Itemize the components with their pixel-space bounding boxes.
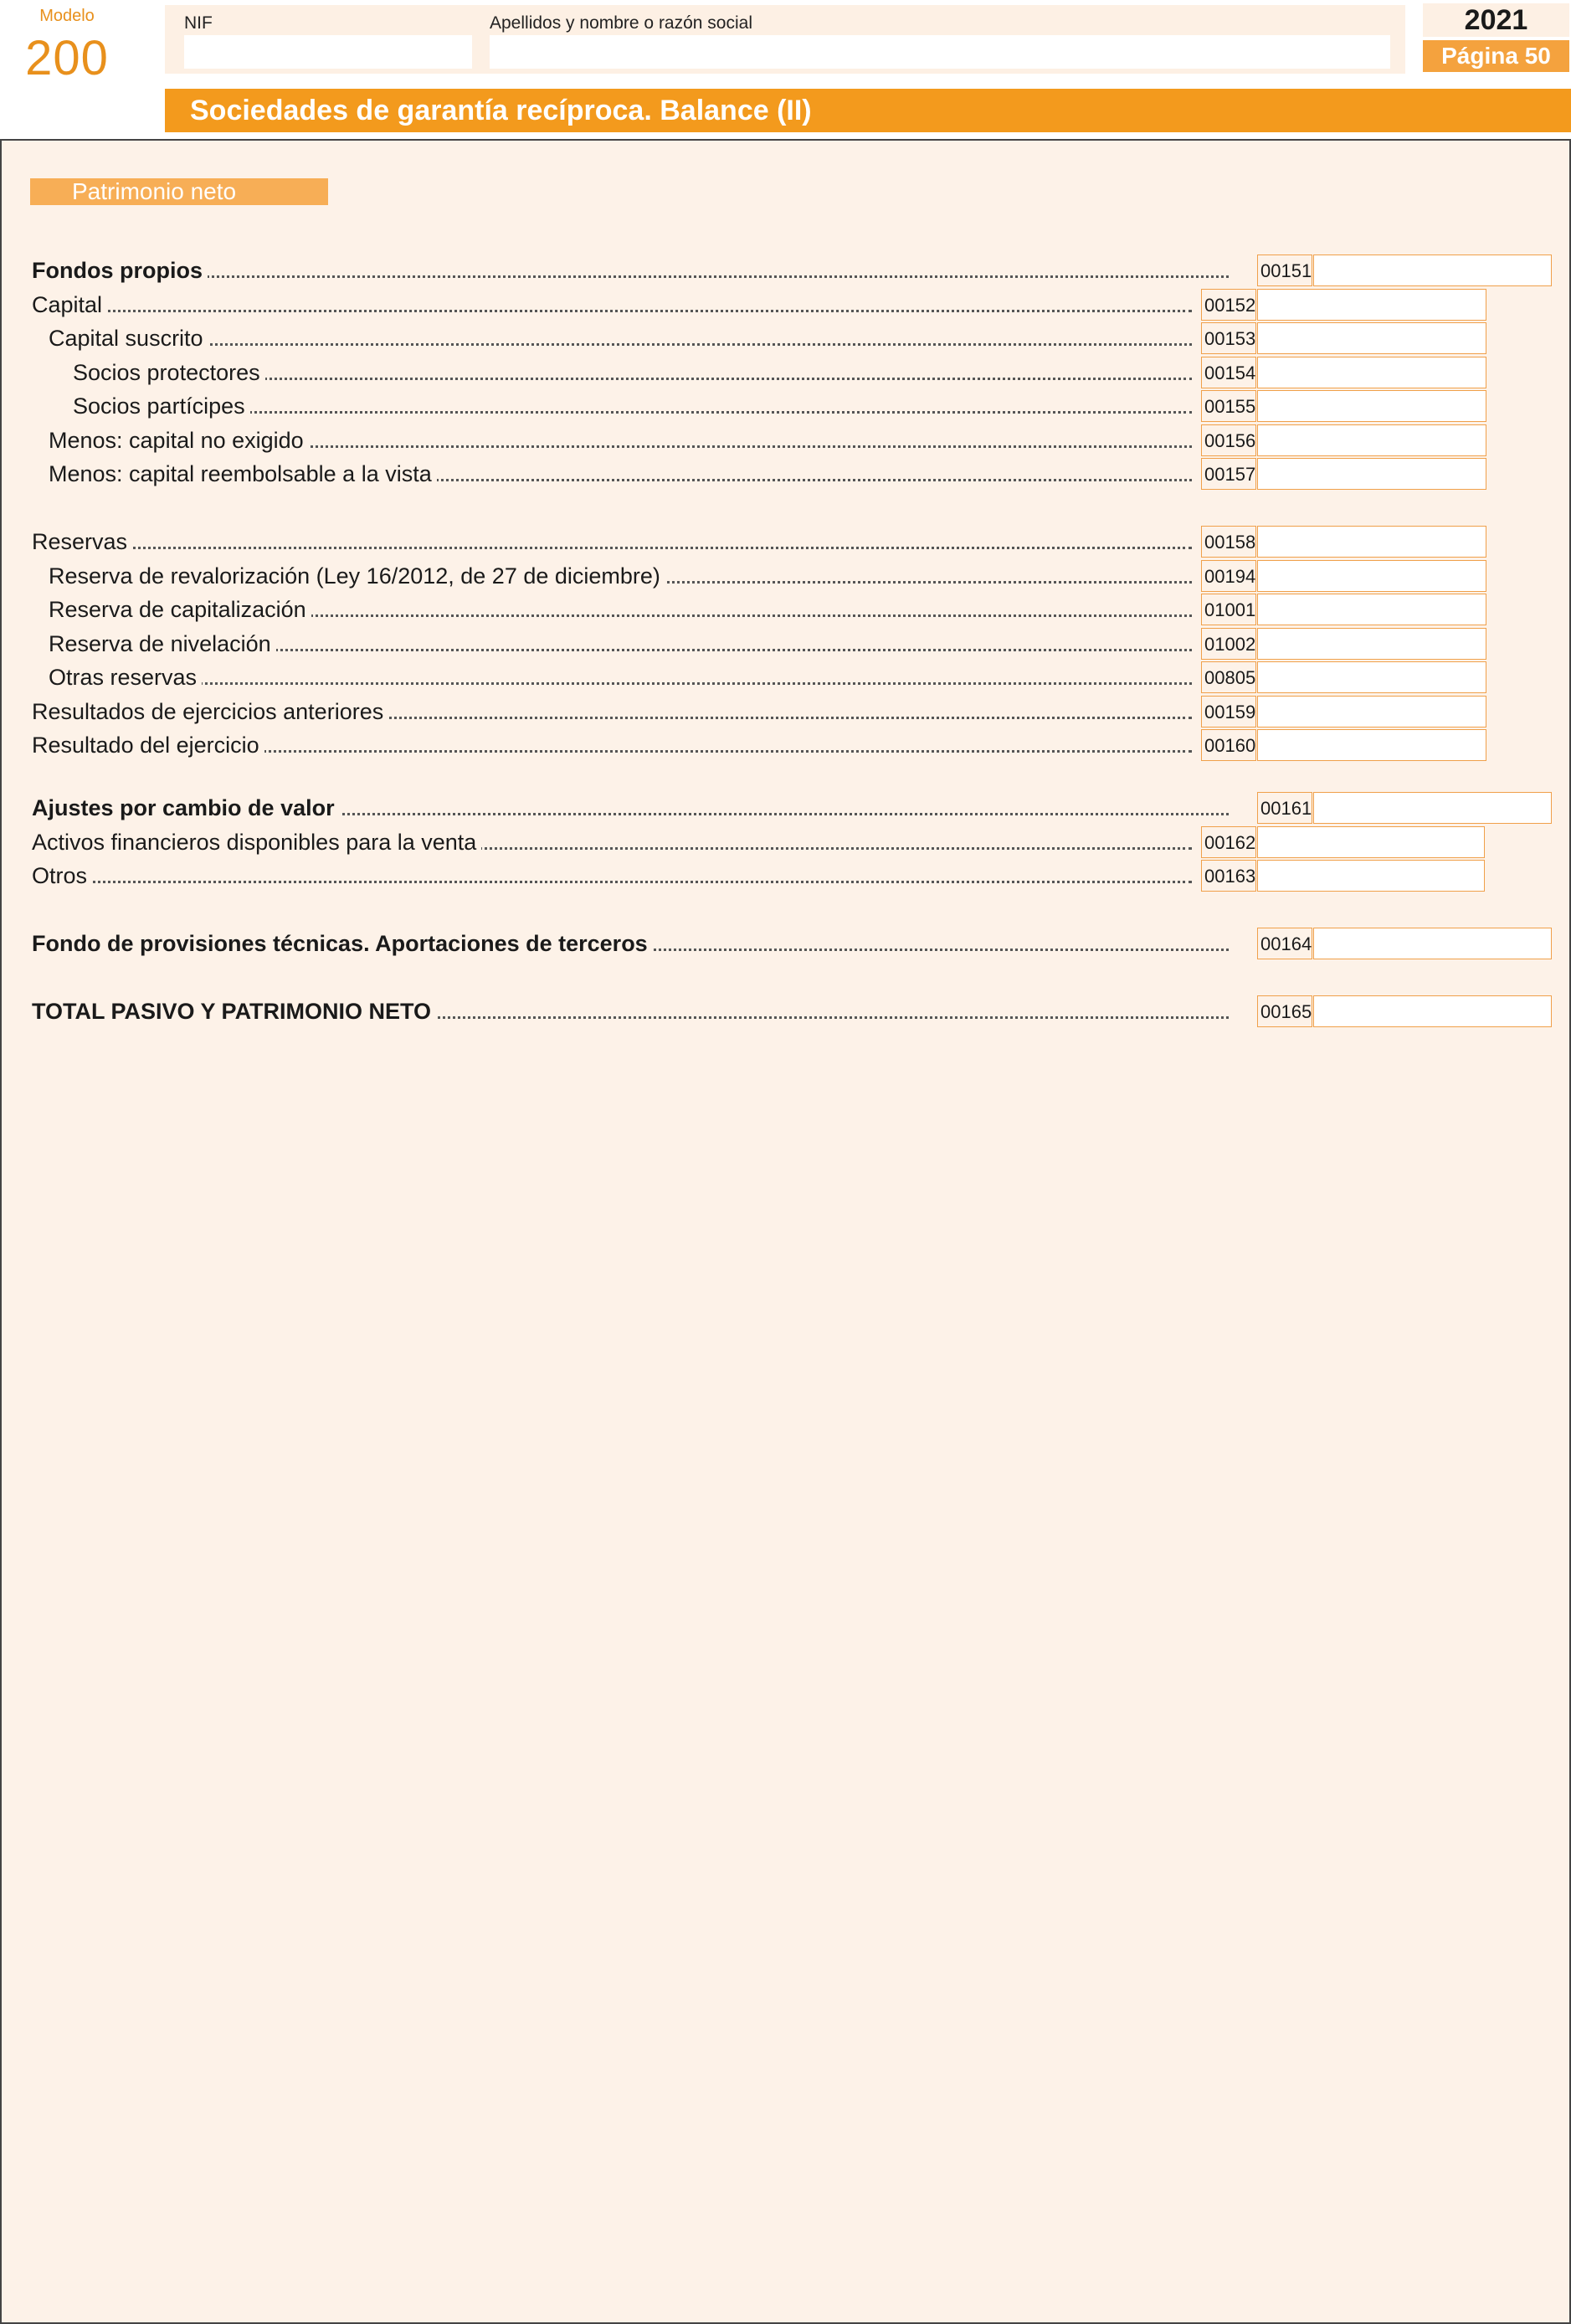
- row-label: Menos: capital no exigido: [49, 424, 1192, 457]
- row-label: Reserva de revalorización (Ley 16/2012, de 27 de diciembre): [49, 559, 1192, 593]
- nif-label: NIF: [184, 13, 213, 33]
- field-code: 00153: [1201, 322, 1256, 354]
- page-badge: Página 50: [1423, 40, 1569, 72]
- amount-input[interactable]: [1257, 526, 1486, 558]
- field-code: 00194: [1201, 560, 1256, 592]
- amount-input[interactable]: [1257, 357, 1486, 388]
- nif-input[interactable]: [184, 35, 472, 69]
- amount-input[interactable]: [1257, 289, 1486, 321]
- amount-input[interactable]: [1257, 322, 1486, 354]
- amount-input[interactable]: [1257, 729, 1486, 761]
- amount-input[interactable]: [1257, 826, 1485, 858]
- row-label: Reserva de nivelación: [49, 627, 1192, 661]
- year-badge: 2021: [1423, 3, 1569, 37]
- row-label: Activos financieros disponibles para la venta: [32, 825, 1192, 859]
- field-code: 00155: [1201, 390, 1256, 422]
- field-code: 00160: [1201, 729, 1256, 761]
- row-label: Resultados de ejercicios anteriores: [32, 695, 1192, 728]
- amount-input[interactable]: [1257, 424, 1486, 456]
- amount-input[interactable]: [1313, 792, 1552, 824]
- field-code: 00161: [1257, 792, 1312, 824]
- amount-input[interactable]: [1313, 928, 1552, 959]
- amount-input[interactable]: [1257, 860, 1485, 892]
- field-code: 00156: [1201, 424, 1256, 456]
- field-code: 00163: [1201, 860, 1256, 892]
- row-label: Otras reservas: [49, 661, 1192, 694]
- amount-input[interactable]: [1257, 628, 1486, 660]
- field-code: 00151: [1257, 255, 1312, 286]
- page-title: Sociedades de garantía recíproca. Balance (II): [190, 95, 812, 126]
- row-label: Menos: capital reembolsable a la vista: [49, 457, 1192, 491]
- field-code: 00154: [1201, 357, 1256, 388]
- field-code: 00805: [1201, 661, 1256, 693]
- row-label: Ajustes por cambio de valor: [32, 791, 1229, 825]
- amount-input[interactable]: [1313, 255, 1552, 286]
- amount-input[interactable]: [1257, 661, 1486, 693]
- field-code: 00162: [1201, 826, 1256, 858]
- row-label: Resultado del ejercicio: [32, 728, 1192, 762]
- field-code: 00157: [1201, 458, 1256, 490]
- field-code: 00158: [1201, 526, 1256, 558]
- name-label: Apellidos y nombre o razón social: [490, 13, 752, 33]
- row-label: Reservas: [32, 525, 1192, 558]
- amount-input[interactable]: [1313, 995, 1552, 1027]
- row-label: Capital: [32, 288, 1192, 321]
- amount-input[interactable]: [1257, 390, 1486, 422]
- field-code: 01002: [1201, 628, 1256, 660]
- amount-input[interactable]: [1257, 594, 1486, 625]
- amount-input[interactable]: [1257, 458, 1486, 490]
- field-code: 00152: [1201, 289, 1256, 321]
- field-code: 00159: [1201, 696, 1256, 728]
- name-input[interactable]: [490, 35, 1390, 69]
- row-label: Capital suscrito: [49, 321, 1192, 355]
- modelo-label: Modelo: [39, 7, 95, 25]
- row-label: Fondo de provisiones técnicas. Aportaciones de terceros: [32, 927, 1229, 960]
- row-label: TOTAL PASIVO Y PATRIMONIO NETO: [32, 995, 1229, 1028]
- amount-input[interactable]: [1257, 696, 1486, 728]
- field-code: 00165: [1257, 995, 1312, 1027]
- row-label: Otros: [32, 859, 1192, 892]
- section-title: Patrimonio neto: [72, 178, 237, 204]
- field-code: 01001: [1201, 594, 1256, 625]
- row-label: Fondos propios: [32, 254, 1229, 287]
- field-code: 00164: [1257, 928, 1312, 959]
- modelo-number: 200: [25, 31, 109, 85]
- row-label: Reserva de capitalización: [49, 593, 1192, 626]
- amount-input[interactable]: [1257, 560, 1486, 592]
- row-label: Socios partícipes: [73, 389, 1192, 423]
- row-label: Socios protectores: [73, 356, 1192, 389]
